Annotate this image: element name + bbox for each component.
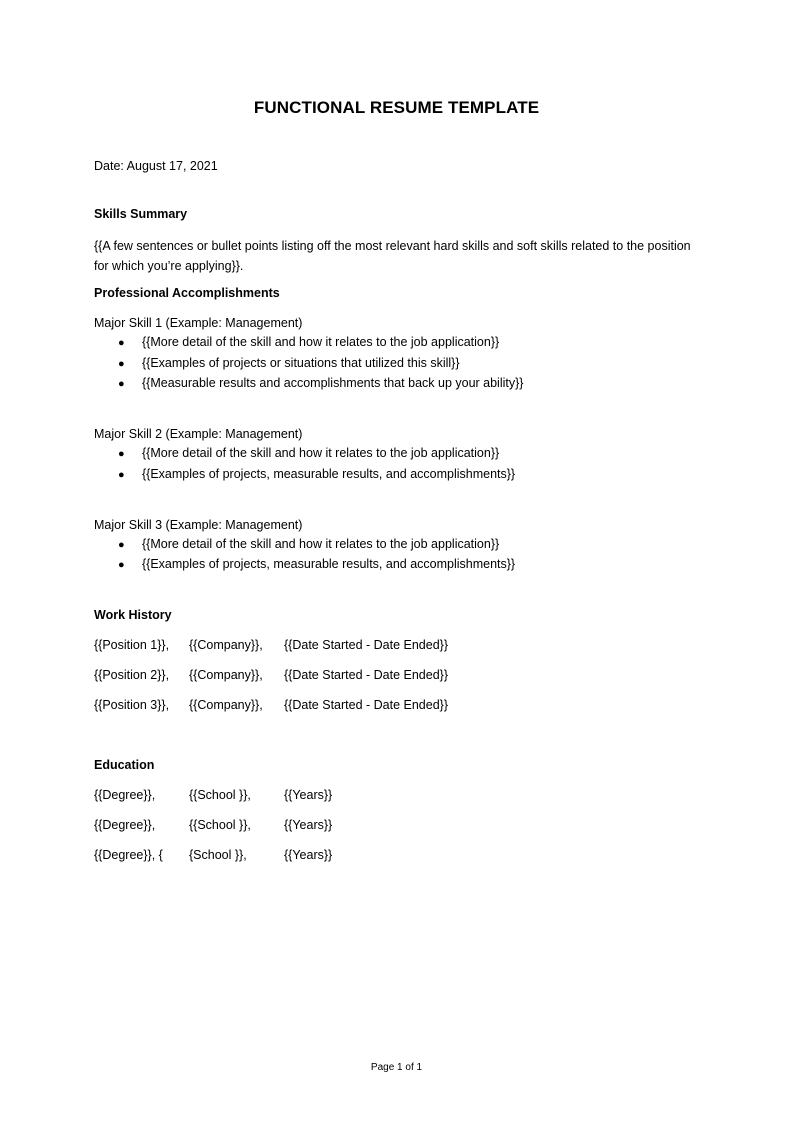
date-line: Date: August 17, 2021 — [94, 159, 218, 173]
bullet-icon: ● — [118, 358, 125, 370]
major-skill-3-label: Major Skill 3 (Example: Management) — [94, 518, 303, 532]
list-item: ● {{More detail of the skill and how it relates to the job application}} — [118, 335, 500, 349]
bullet-icon: ● — [118, 448, 125, 460]
list-item: ● {{Examples of projects, measurable results, and accomplishments}} — [118, 557, 516, 571]
accomplishments-heading: Professional Accomplishments — [94, 286, 280, 300]
list-item: ● {{Examples of projects or situations that utilized this skill}} — [118, 356, 460, 370]
bullet-icon: ● — [118, 337, 125, 349]
education-heading: Education — [94, 758, 155, 772]
bullet-icon: ● — [118, 559, 125, 571]
skills-summary-heading: Skills Summary — [94, 207, 188, 221]
work-history-heading: Work History — [94, 608, 172, 622]
list-item: ● {{More detail of the skill and how it relates to the job application}} — [118, 446, 500, 460]
page-number-footer: Page 1 of 1 — [370, 1062, 423, 1073]
list-item: ● {{Examples of projects, measurable results, and accomplishments}} — [118, 467, 516, 481]
document-page: FUNCTIONAL RESUME TEMPLATE Date: August 17, 2021 Skills Summary {{A few sentences or bullet points listing off the most relevant hard skills and soft skills related to the position for which you’re applying}}. Professional Accomplishments Major Skill 1 (Example: Management) ● {{More detail of the skill and how it relates to the job application}} ● {{Examples of projects or situations that utilized this skill}} ● {{Measurable results and accomplishments that back up your ability}} Major Skill 2 (Example: Management) ● {{More detail of the skill and how it relates to the job application}} ● {{Examples of projects, measurable results, and accomplishments}} Major Skill 3 (Example: Management) ● {{More detail of the skill and how it relates to the job application}} ● {{Examples of projects, measurable results, and accomplishments}} Work History {{Position 1}}, {{Company}}, {{Date Started - Date Ended}} {{Position 2}}, {{Company}}, {{Date Started - Date Ended}} {{Position 3}}, {{Company}}, {{Date Started - Date Ended}} Education {{Degree}}, {{School }}, {{Years}} {{Degree}}, {{School }}, {{Years}} {{Degree}}, { {School }}, {{Years}} Page 1 of 1 — [0, 0, 793, 1122]
major-skill-2-label: Major Skill 2 (Example: Management) — [94, 427, 303, 441]
major-skill-1-label: Major Skill 1 (Example: Management) — [94, 316, 303, 330]
bullet-icon: ● — [118, 378, 125, 390]
bullet-icon: ● — [118, 469, 125, 481]
list-item: ● {{More detail of the skill and how it relates to the job application}} — [118, 537, 500, 551]
skills-summary-text: {{A few sentences or bullet points listing off the most relevant hard skills and soft skills related to the position for which you’re applying}}. — [94, 239, 691, 273]
document-title: FUNCTIONAL RESUME TEMPLATE — [253, 98, 540, 117]
bullet-icon: ● — [118, 539, 125, 551]
list-item: ● {{Measurable results and accomplishments that back up your ability}} — [118, 376, 524, 390]
